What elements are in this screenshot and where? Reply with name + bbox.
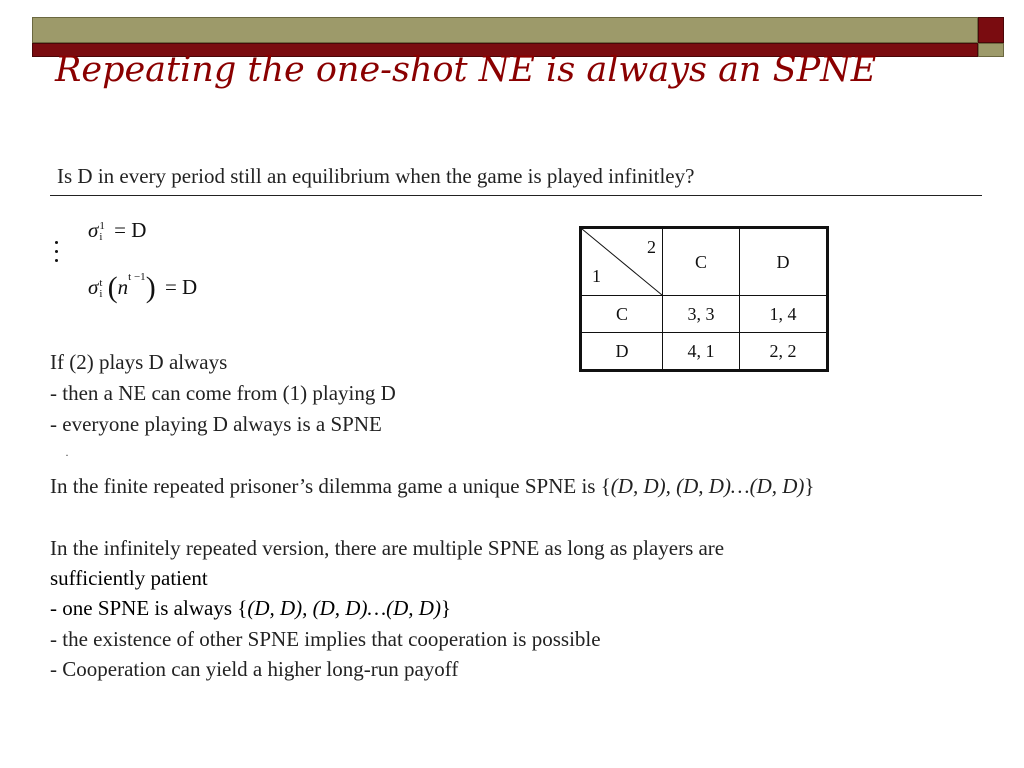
vertical-ellipsis [53, 241, 61, 267]
text-sufficiently-patient: sufficiently patient [50, 566, 208, 590]
subscript-i: i [99, 288, 103, 301]
infinite-rest: there are multiple SPNE as long as players are [334, 536, 725, 560]
text-one-spne [50, 596, 451, 621]
one-suffix: } [440, 596, 452, 620]
superscript-t-minus-1: t −1 [128, 271, 146, 283]
finite-prefix: In the finite repeated prisoner’s dilemma game a unique SPNE is { [50, 474, 611, 498]
text-line-then: - then a NE can come from (1) playing D [50, 381, 396, 405]
equation-period-t: σ t i $(n^{t -1}) = D$ [88, 271, 198, 304]
row-header: D [581, 333, 663, 371]
history-n: n [117, 275, 129, 299]
equation-rhs: = D [164, 275, 198, 299]
row-player-label: 1 [592, 266, 601, 286]
superscript-1: 1 [99, 220, 105, 233]
text-cooperation: - Cooperation can yield a higher long-run payoff [50, 657, 459, 681]
payoff-cell: 1, 4 [740, 296, 828, 333]
column-header: D [740, 228, 828, 296]
stray-dot: · [65, 448, 69, 462]
payoff-cell: 4, 1 [663, 333, 740, 371]
infinite-prefix: In the infinitely repeated version, [50, 536, 335, 560]
header-bar-olive [32, 17, 978, 43]
slide-title: Repeating the one-shot NE is always an SPNE [55, 50, 877, 90]
text-line-everyone: - everyone playing D always is a SPNE [50, 412, 382, 436]
divider [50, 195, 982, 196]
header-square-maroon [978, 17, 1004, 43]
one-strategy-set: (D, D), (D, D)…(D, D) [247, 596, 441, 620]
text-infinite-version [50, 536, 724, 561]
sigma-symbol: σ [88, 275, 99, 299]
payoff-matrix [579, 226, 829, 372]
superscript-t: t [99, 277, 103, 290]
equation-first-period [88, 218, 146, 243]
slide-subtitle: Is D in every period still an equilibrium when the game is played infinitley? [57, 164, 695, 188]
subscript-i: i [99, 231, 103, 244]
sigma-symbol: σ [88, 218, 99, 242]
finite-suffix: } [804, 474, 815, 498]
row-header: C [581, 296, 663, 333]
equation-rhs: = D [114, 218, 147, 242]
one-prefix: - one SPNE is always { [50, 596, 248, 620]
column-player-label: 2 [647, 237, 656, 257]
payoff-cell: 3, 3 [663, 296, 740, 333]
player-corner-cell [581, 228, 663, 296]
text-finite-game [50, 474, 815, 499]
payoff-cell: 2, 2 [740, 333, 828, 371]
finite-strategy-set: (D, D), (D, D)…(D, D) [610, 474, 805, 498]
text-line-if: If (2) plays D always [50, 350, 228, 374]
column-header: C [663, 228, 740, 296]
text-existence: - the existence of other SPNE implies that cooperation is possible [50, 627, 601, 651]
